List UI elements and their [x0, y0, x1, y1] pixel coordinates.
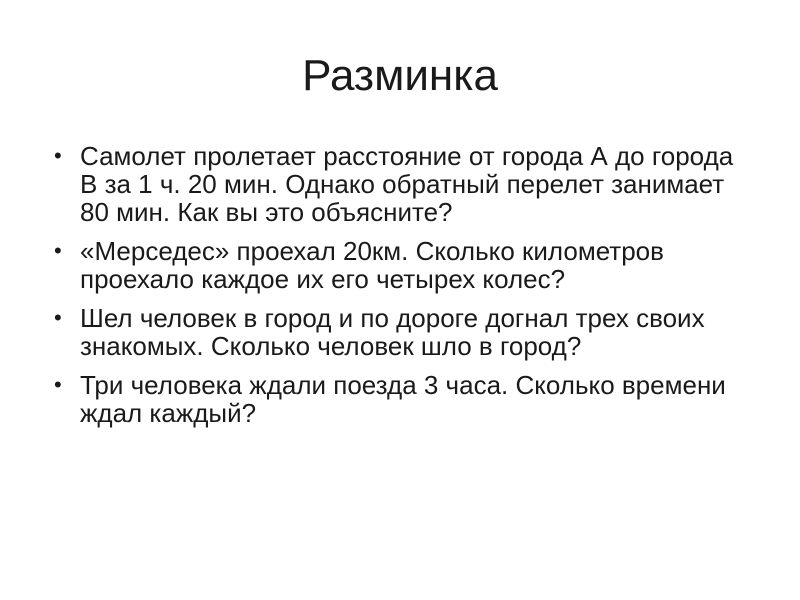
bullet-item [48, 142, 748, 226]
bullet-icon: • [54, 305, 62, 330]
slide-title: Разминка [302, 51, 498, 100]
bullet-text: Шел человек в город и по дороге догнал трех своих знакомых. Сколько человек шло в город? [80, 303, 705, 361]
bullet-icon: • [54, 143, 62, 168]
bullet-icon: • [54, 238, 62, 263]
bullet-list [48, 142, 748, 438]
bullet-text: «Мерседес» проехал 20км. Сколько километров проехало каждое их его четырех колес? [80, 236, 664, 294]
bullet-text: Три человека ждали поезда 3 часа. Сколько времени ждал каждый? [80, 370, 726, 428]
bullet-item [48, 304, 748, 360]
bullet-text: Самолет пролетает расстояние от города А до города В за 1 ч. 20 мин. Однако обратный перелет занимает 80 мин. Как вы это объясните? [80, 141, 734, 227]
bullet-icon: • [54, 372, 62, 397]
bullet-item [48, 237, 748, 293]
bullet-item [48, 371, 748, 427]
